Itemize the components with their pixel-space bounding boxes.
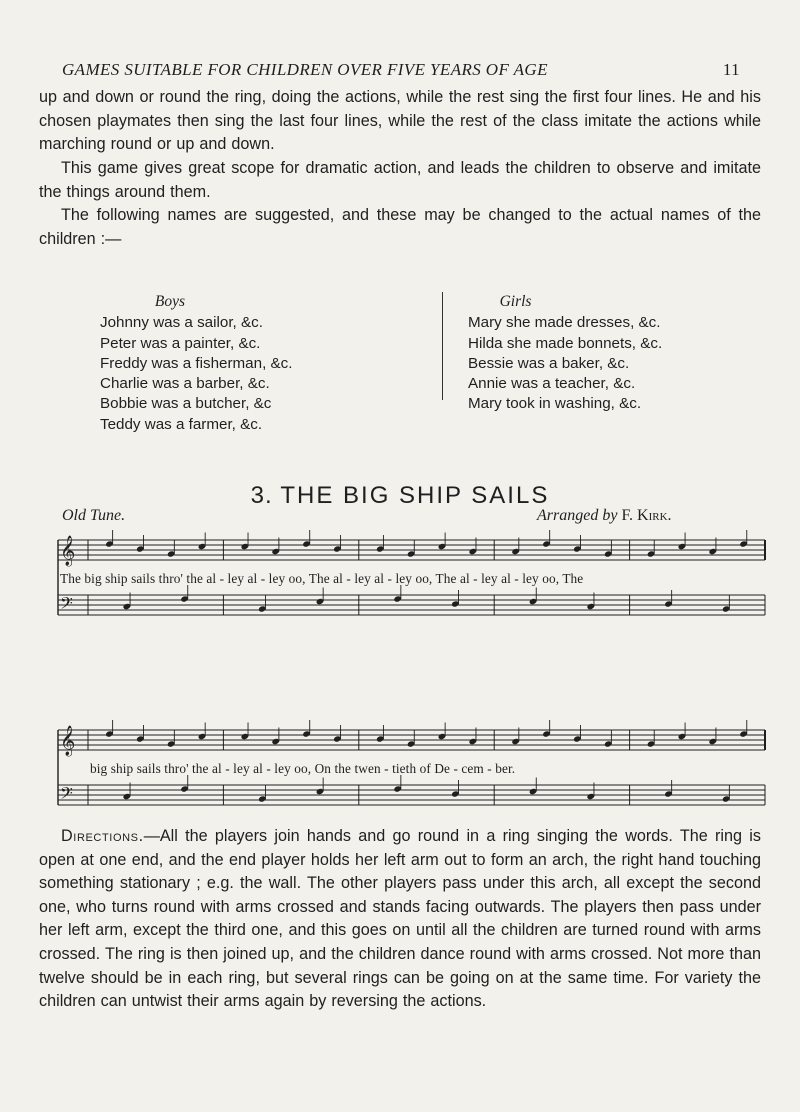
girls-heading: Girls	[499, 293, 532, 310]
treble-clef-icon: 𝄞	[60, 536, 76, 566]
intro-paragraph-3: The following names are suggested, and these may be changed to the actual names of the children :—	[39, 206, 761, 248]
bass-clef-icon: 𝄢	[60, 593, 73, 617]
girls-list-item: Bessie was a baker, &c.	[468, 354, 630, 372]
boys-list-item: Peter was a painter, &c.	[100, 334, 261, 352]
intro-paragraph-2: This game gives great scope for dramatic action, and leads the children to observe and imitate the things around them.	[39, 159, 761, 201]
arranged-label: Arranged	[537, 507, 599, 524]
song-name: THE BIG SHIP SAILS	[280, 482, 550, 509]
boys-list-item: Freddy was a fisherman, &c.	[100, 354, 293, 372]
boys-list-item: Johnny was a sailor, &c.	[100, 314, 263, 332]
girls-list-item: Hilda she made bonnets, &c.	[468, 334, 663, 352]
tune-credit: Old Tune.	[62, 507, 126, 524]
intro-paragraph-1: up and down or round the ring, doing the actions, while the rest sing the first four lines. He and his chosen playmates then sing the last four lines, while the rest of the class imitate the actions while marching round or up and down.	[39, 88, 761, 154]
arranger-name: F. Kirk.	[621, 507, 672, 524]
lyrics-line-1: The big ship sails thro' the al - ley al - ley oo, The al - ley al - ley oo, The al - ley al - ley oo, The	[60, 571, 584, 586]
bass-clef-icon: 𝄢	[60, 783, 73, 807]
lyrics-line-2: big ship sails thro' the al - ley al - ley oo, On the twen - tieth of De - cem - ber.	[90, 761, 516, 776]
girls-list-item: Mary she made dresses, &c.	[468, 314, 661, 332]
running-title: GAMES SUITABLE FOR CHILDREN OVER FIVE YEARS OF AGE	[62, 60, 548, 79]
column-divider	[442, 292, 443, 400]
girls-list-item: Annie was a teacher, &c.	[468, 375, 636, 393]
girls-list-item: Mary took in washing, &c.	[468, 395, 642, 413]
boys-heading: Boys	[154, 293, 186, 310]
girls-column	[468, 292, 728, 415]
song-title	[0, 482, 800, 510]
boys-list-item: Bobbie was a butcher, &c	[100, 395, 272, 413]
directions-text: —All the players join hands and go round in a ring singing the words. The ring is open at one end, and the end player holds her left arm out to form an arch, the right hand touching something stationary ; e.g. the wall. The other players pass under this arch, all except the second one, who turns round with arms crossed and stands facing outwards. The players then pass under her left arm, except the third one, and this goes on until all the children are turned round with arms crossed. The ring is then joined up, and the children dance round with arms crossed. Not more than twelve should be in each ring, but several rings can be going on at the same time. For variety the children can untwist their arms again by reversing the actions.	[39, 827, 761, 1011]
boys-list-item: Charlie was a barber, &c.	[100, 375, 270, 393]
running-head	[62, 60, 740, 80]
treble-clef-icon: 𝄞	[60, 726, 76, 756]
page-number: 11	[722, 60, 740, 79]
song-number: 3.	[250, 482, 273, 509]
names-table	[100, 292, 720, 433]
boys-column	[100, 292, 400, 435]
directions-label: Directions.	[61, 827, 144, 845]
boys-list-item: Teddy was a farmer, &c.	[100, 415, 263, 433]
arranged-by-label: by	[602, 507, 618, 524]
directions-paragraph	[39, 825, 761, 1014]
